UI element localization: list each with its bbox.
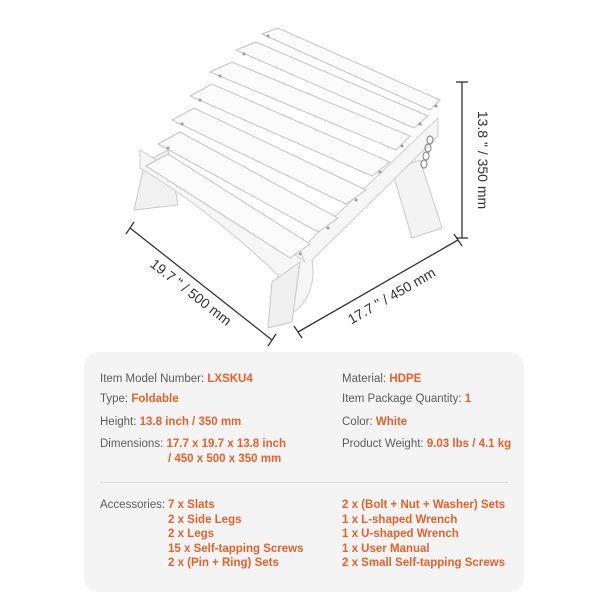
list-item: 2 x (Pin + Ring) Sets bbox=[168, 557, 279, 569]
material-value: HDPE bbox=[389, 373, 422, 385]
model-row bbox=[100, 372, 253, 386]
list-item: 2 x Legs bbox=[168, 528, 215, 540]
height-dimension-line bbox=[456, 82, 468, 238]
dimensions-row-2 bbox=[168, 452, 281, 466]
depth-dimension-label: 17.7 " / 450 mm bbox=[344, 264, 439, 328]
height-dimension-label: 13.8 " / 350 mm bbox=[475, 110, 491, 210]
list-item: 1 x L-shaped Wrench bbox=[342, 513, 458, 526]
dimensions-value-line1: 17.7 x 19.7 x 13.8 inch bbox=[166, 438, 287, 450]
list-item: 2 x (Bolt + Nut + Washer) Sets bbox=[342, 499, 506, 511]
accessories-list-right bbox=[342, 498, 505, 571]
weight-label: Product Weight: bbox=[342, 438, 424, 450]
divider bbox=[100, 482, 508, 483]
height-value: 13.8 inch / 350 mm bbox=[139, 416, 242, 428]
list-item: 1 x User Manual bbox=[342, 542, 430, 555]
color-label: Color: bbox=[342, 416, 373, 428]
quantity-label: Item Package Quantity: bbox=[342, 393, 462, 405]
spec-card bbox=[84, 352, 524, 592]
material-row bbox=[342, 372, 421, 386]
weight-row bbox=[342, 437, 511, 451]
list-item: 1 x U-shaped Wrench bbox=[342, 528, 459, 540]
list-item: 7 x Slats bbox=[168, 499, 215, 511]
height-row bbox=[100, 415, 241, 429]
material-label: Material: bbox=[342, 373, 387, 385]
quantity-value: 1 bbox=[464, 393, 472, 405]
type-value: Foldable bbox=[131, 393, 179, 405]
accessories-label: Accessories: bbox=[100, 499, 166, 511]
quantity-row bbox=[342, 392, 471, 406]
type-row bbox=[100, 392, 179, 406]
list-item: 15 x Self-tapping Screws bbox=[168, 542, 304, 555]
accessories-label-row bbox=[100, 498, 165, 512]
type-label: Type: bbox=[100, 393, 129, 405]
height-label: Height: bbox=[100, 416, 137, 428]
width-dimension-label: 19.7 " / 500 mm bbox=[147, 255, 235, 329]
color-value: White bbox=[375, 416, 408, 428]
dimensions-label: Dimensions: bbox=[100, 438, 164, 450]
model-value: LXSKU4 bbox=[207, 373, 253, 385]
list-item: 2 x Small Self-tapping Screws bbox=[342, 557, 505, 569]
accessories-list-left bbox=[168, 498, 304, 571]
dimensions-row bbox=[100, 437, 286, 451]
dimensions-value-line2: / 450 x 500 x 350 mm bbox=[168, 453, 282, 465]
color-row bbox=[342, 415, 407, 429]
list-item: 2 x Side Legs bbox=[168, 513, 242, 526]
model-label: Item Model Number: bbox=[100, 373, 205, 385]
weight-value: 9.03 lbs / 4.1 kg bbox=[426, 438, 512, 450]
